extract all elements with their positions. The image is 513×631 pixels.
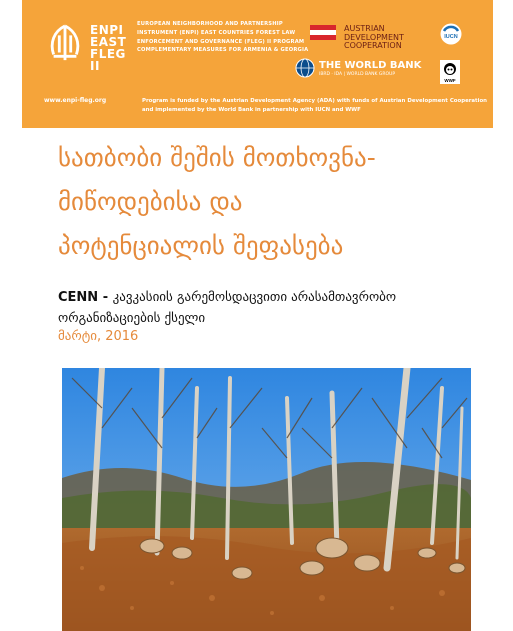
author-name: კავკასიის გარემოსდაცვითი არასამთავრობო	[112, 290, 397, 305]
wwf-panda-icon	[440, 60, 460, 84]
fleg-tree-logo-icon	[46, 22, 84, 64]
author-abbreviation: CENN -	[58, 290, 113, 305]
publication-date: მარტი, 2016	[58, 329, 139, 344]
author-name-line2: ორგანიზაციების ქსელი	[58, 311, 206, 326]
world-bank-sublabel: IBRD · IDA | WORLD BANK GROUP	[319, 72, 396, 77]
wwf-label: WWF	[444, 78, 456, 83]
logo-line: II	[90, 59, 100, 73]
document-title	[58, 136, 468, 268]
forest-photo	[62, 368, 471, 631]
title-line: სათბობი შეშის მოთხოვნა-	[58, 143, 376, 172]
logo-line: ENPI	[90, 23, 124, 37]
iucn-logo-icon	[440, 23, 462, 45]
header-banner	[22, 0, 493, 128]
author-organization	[58, 287, 498, 329]
website-link[interactable]: www.enpi-fleg.org	[44, 97, 107, 104]
austria-partner-label: AUSTRIAN DEVELOPMENT COOPERATION	[344, 24, 404, 50]
world-bank-globe-icon	[295, 58, 315, 78]
iucn-label: IUCN	[444, 34, 458, 40]
title-line: პოტენციალის შეფასება	[58, 231, 344, 260]
title-line: მიწოდებისა და	[58, 187, 243, 216]
logo-line: FLEG	[90, 47, 126, 61]
funding-note: Program is funded by the Austrian Development Agency (ADA) with funds of Austrian Development Cooperation and implemented by the World Bank in partnership with IUCN and WWF	[142, 98, 487, 113]
world-bank-label: THE WORLD BANK	[319, 60, 422, 71]
program-description: EUROPEAN NEIGHBORHOOD AND PARTNERSHIP INSTRUMENT (ENPI) EAST COUNTRIES FOREST LAW ENFORCEMENT AND GOVERNANCE (FLEG) II PROGRAM COMPLEMENTARY MEASURES FOR ARMENIA & GEORGIA	[137, 21, 309, 54]
logo-line: EAST	[90, 35, 127, 49]
austria-flag-icon	[310, 25, 336, 40]
